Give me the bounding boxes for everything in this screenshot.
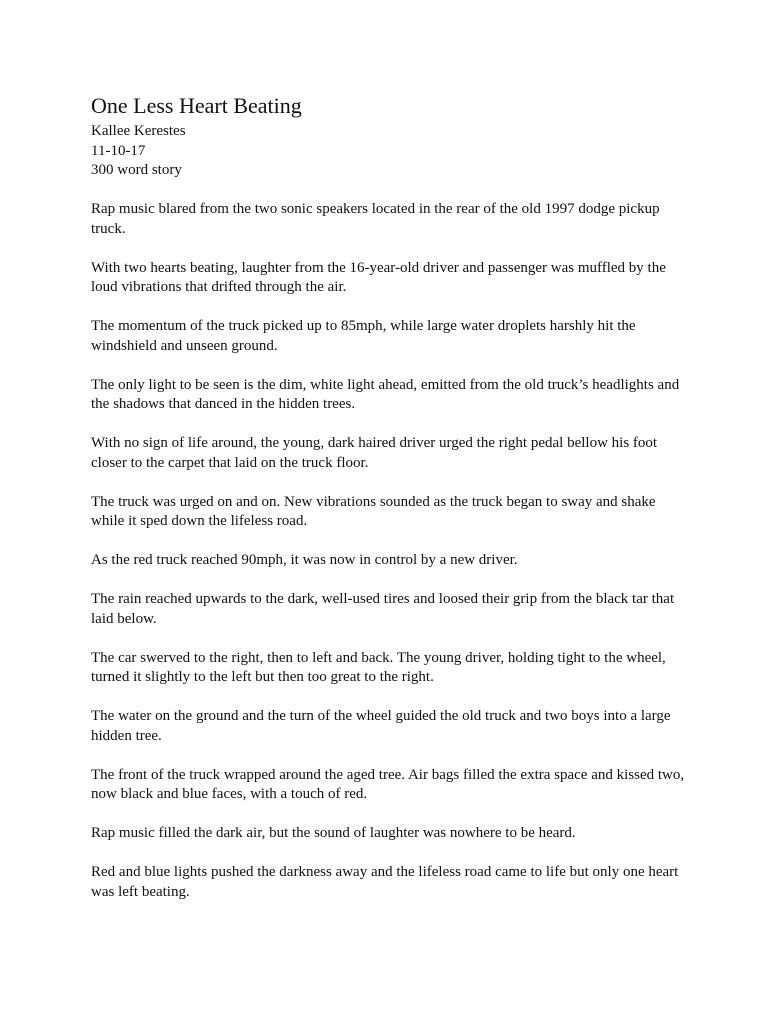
story-paragraph: Red and blue lights pushed the darkness away and the lifeless road came to life but only one heart was left beating. — [91, 864, 679, 900]
story-paragraph: Rap music blared from the two sonic speakers located in the rear of the old 1997 dodge pickup truck. — [91, 201, 660, 237]
story-paragraph: Rap music filled the dark air, but the sound of laughter was nowhere to be heard. — [91, 825, 576, 841]
story-title: One Less Heart Beating — [91, 93, 302, 118]
author-name: Kallee Kerestes — [91, 123, 186, 139]
story-paragraph: The only light to be seen is the dim, white light ahead, emitted from the old truck’s headlights and the shadows that danced in the hidden trees. — [91, 376, 680, 412]
story-meta — [91, 122, 691, 181]
story-paragraph: The rain reached upwards to the dark, well-used tires and loosed their grip from the black tar that laid below. — [91, 591, 675, 627]
story-paragraph: As the red truck reached 90mph, it was now in control by a new driver. — [91, 552, 518, 568]
story-paragraph: The car swerved to the right, then to left and back. The young driver, holding tight to the wheel, turned it slightly to the left but then too great to the right. — [91, 649, 666, 685]
story-paragraph: The truck was urged on and on. New vibrations sounded as the truck began to sway and shake while it sped down the lifeless road. — [91, 493, 656, 529]
story-paragraph: With two hearts beating, laughter from the 16-year-old driver and passenger was muffled by the loud vibrations that drifted through the air. — [91, 259, 666, 295]
story-date: 11-10-17 — [91, 142, 146, 159]
story-paragraph: The momentum of the truck picked up to 85mph, while large water droplets harshly hit the windshield and unseen ground. — [91, 318, 636, 354]
story-paragraph: The water on the ground and the turn of the wheel guided the old truck and two boys into a large hidden tree. — [91, 708, 671, 744]
story-subtitle: 300 word story — [91, 162, 182, 178]
story-paragraph: With no sign of life around, the young, dark haired driver urged the right pedal bellow his foot closer to the carpet that laid on the truck floor. — [91, 435, 658, 471]
document-body — [91, 93, 691, 922]
story-paragraph: The front of the truck wrapped around the aged tree. Air bags filled the extra space and kissed two, now black and blue faces, with a touch of red. — [91, 766, 685, 802]
